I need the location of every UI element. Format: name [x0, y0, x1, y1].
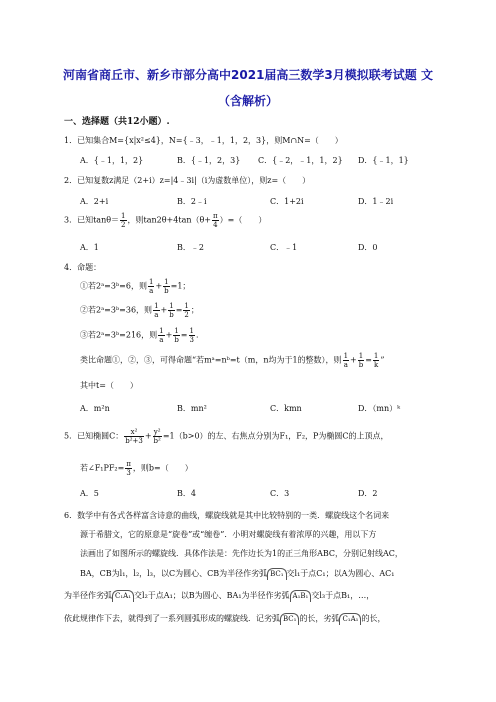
q5-stem: 5．已知椭圆C： $\frac{\text{x²}}{\text{b²+3}}$ + $\frac{\text{y²}}{\text{b²}}$ =1（b>0）的左、右焦点分别为F₁，F₂，P为椭圆C的上顶点， — [64, 428, 389, 445]
q2-option-a: A．2+i — [80, 197, 109, 206]
q5-option-a: A．5 — [80, 489, 99, 498]
q2-stem: 2．已知复数z满足（2+i）z=|4﹣3i|（i为虚数单位），则z=（ ） — [64, 176, 311, 185]
q6-line-3: 法画出了如图所示的螺旋线．具体作法是：先作边长为1的正三角形ABC，分别记射线AC， — [80, 549, 403, 558]
q2-option-d: D．1﹣2i — [358, 197, 394, 206]
q5-option-d: D．2 — [358, 489, 378, 498]
arc-bc1-2: BC₁ — [280, 613, 299, 625]
q1-option-d: D．{﹣1，1} — [358, 156, 409, 165]
q1-option-a: A．{﹣1，1，2} — [80, 156, 144, 165]
arc-a1b1: A₁B₁ — [290, 590, 312, 602]
q6-line-2: 源于希腊文，它的原意是“旋卷”或“缠卷”．小明对螺旋线有着浓厚的兴趣，用以下方 — [80, 530, 377, 539]
q3-option-b: B．﹣2 — [177, 243, 204, 252]
q4-prop-1: ①若2ᵃ=3ᵇ=6，则 $\frac{1}{a}$ + $\frac{1}{b}$ =1； — [80, 278, 191, 295]
q3-stem — [64, 212, 266, 229]
q4-option-c: C．kmn — [270, 404, 302, 413]
q1-option-c: C．{﹣2，﹣1，1，2} — [258, 156, 343, 165]
section-heading: 一、选择题（共12小题）. — [64, 117, 170, 127]
q5-option-c: C．3 — [270, 489, 290, 498]
q3-option-a: A．1 — [80, 243, 99, 252]
arc-bc1: BC₁ — [267, 568, 286, 580]
q4-stem: 4．命题： — [64, 263, 102, 272]
q3-fraction-2: $\frac{\pi}{4}$ — [213, 212, 218, 229]
q2-option-c: C．1+2i — [270, 197, 304, 206]
q3-text-post: ）=（ ） — [219, 215, 267, 225]
arc-c1a1: C₁A₁ — [112, 590, 134, 602]
q1-stem: 1．已知集合M={x|x²≤4}，N={﹣3，﹣1，1，2，3}，则M∩N=（ ） — [64, 136, 343, 145]
q4-option-a: A．m²n — [80, 404, 110, 413]
q4-analogy: 类比命题①，②，③，可得命题“若mᵃ=nᵇ=t（m，n均为于1的整数），则 $\frac{1}{a}$ + $\frac{1}{b}$ = $\frac{1}{k}$ ” — [80, 352, 385, 369]
exam-title: 河南省商丘市、新乡市部分高中2021届高三数学3月模拟联考试题 文 — [63, 68, 433, 82]
q4-ask: 其中t=（ ） — [80, 381, 138, 390]
q4-option-d: D．（mn）ᵏ — [358, 404, 401, 413]
q3-option-d: D．0 — [358, 243, 378, 252]
q6-line-5: 为半径作劣弧 C₁A₁ 交l₂于点A₁；以B为圆心、BA₁为半径作劣弧 A₁B₁ 交l₃于点B₁，…， — [64, 591, 375, 600]
q6-line-4: BA，CB为l₁，l₂，l₃，以C为圆心、CB为半径作劣弧 BC₁ 交l₁于点C₁；以A为圆心、AC₁ — [80, 569, 395, 578]
exam-subtitle: （含解析） — [217, 94, 278, 108]
q6-line-1: 6．数学中有各式各样富含诗意的曲线，螺旋线就是其中比较特别的一类．螺旋线这个名词来 — [64, 511, 390, 520]
q4-prop-2: ②若2ᵃ=3ᵇ=36，则 $\frac{1}{a}$ + $\frac{1}{b}$ = $\frac{1}{2}$ ； — [80, 302, 199, 319]
q5-condition: 若∠F₁PF₂= $\frac{\pi}{3}$ ，则b=（ ） — [80, 460, 193, 477]
q6-line-6: 依此规律作下去，就得到了一系列圆弧形成的螺旋线．记劣弧 BC₁ 的长，劣弧 C₁A₁ 的长， — [64, 614, 386, 623]
q4-prop-3: ③若2ᵃ=3ᵇ=216，则 $\frac{1}{a}$ + $\frac{1}{b}$ = $\frac{1}{3}$ ． — [80, 327, 204, 344]
arc-c1a1-2: C₁A₁ — [339, 613, 361, 625]
q3-text-pre: 3．已知tanθ＝ — [64, 215, 120, 225]
q3-text-mid: ，则tan2θ+4tan（θ+ — [127, 215, 212, 225]
q3-option-c: C．﹣1 — [270, 243, 298, 252]
q2-option-b: B．2﹣i — [177, 197, 207, 206]
q4-option-b: B．mn² — [177, 404, 207, 413]
q3-fraction-1: $\frac{1}{2}$ — [121, 212, 126, 229]
q5-option-b: B．4 — [177, 489, 196, 498]
q1-option-b: B．{﹣1，2，3} — [177, 156, 241, 165]
